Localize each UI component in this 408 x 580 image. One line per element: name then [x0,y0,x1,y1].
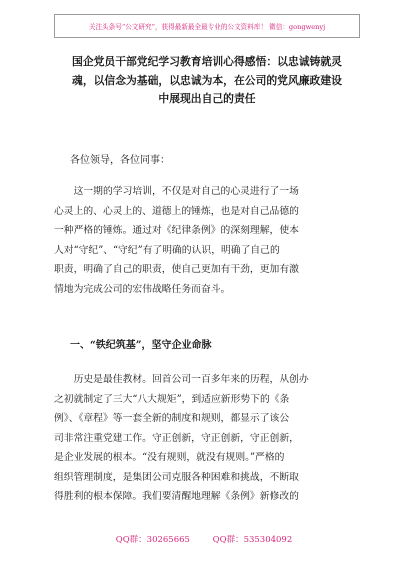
paragraph-intro [54,182,360,299]
paragraph-line: 一种严格的锤炼。通过对《纪律条例》的深刻理解，使本 [54,225,299,236]
section-heading: 一、“铁纪筑基”，坚守企业命脉 [70,340,212,351]
paragraph-line: 情地为完成公司的宏伟战略任务而奋斗。 [54,283,231,295]
paragraph-history [54,370,360,507]
promo-banner [54,14,360,38]
document-title [54,53,360,109]
promo-banner-text: 关注头条号“公文研究”，获得最新最全最专业的公文资料库！ 微信：gongwenyj [88,23,326,31]
paragraph-line: 人对“守纪”、“守纪”有了明确的认识，明确了自己的 [54,244,280,256]
title-line: 国企党员干部党纪学习教育培训心得感悟：以忠诚铸就灵 [72,55,342,68]
qq-group-2: QQ群：535304092 [212,535,293,545]
title-line: 魂，以信念为基础，以忠诚为本，在公司的党风廉政建设 [72,73,342,87]
footer-contact [0,533,408,545]
greeting: 各位领导，各位同事： [70,155,170,166]
title-line: 中展现出自己的责任 [158,92,256,105]
paragraph-line: 组织管理制度，是集团公司克服各种困难和挑战，不断取 [54,471,299,483]
paragraph-line: 是企业发展的根本。“没有规则，就没有规则。”严格的 [54,452,285,463]
qq-group-1: QQ群：30265665 [115,535,190,545]
paragraph-line: 历史是最佳教材。回首公司一百多年来的历程，从创办 [54,374,309,385]
paragraph-line: 例》、《章程》等一套全新的制度和规则，都显示了该公 [54,413,290,424]
paragraph-line: 职责，明确了自己的职责，使自己更加有干劲，更加有激 [54,264,299,275]
paragraph-line: 得胜利的根本保障。我们要清醒地理解《条例》新修改的 [54,491,299,502]
paragraph-line: 司非常注重党建工作。守正创新，守正创新，守正创新， [54,432,299,444]
paragraph-line: 心灵上的、心灵上的、道德上的锤炼，也是对自己品德的 [54,205,299,217]
paragraph-line: 这一期的学习培训，不仅是对自己的心灵进行了一场 [54,186,299,197]
paragraph-line: 之初就制定了三大“八大规矩”，到适应新形势下的《条 [54,393,290,405]
